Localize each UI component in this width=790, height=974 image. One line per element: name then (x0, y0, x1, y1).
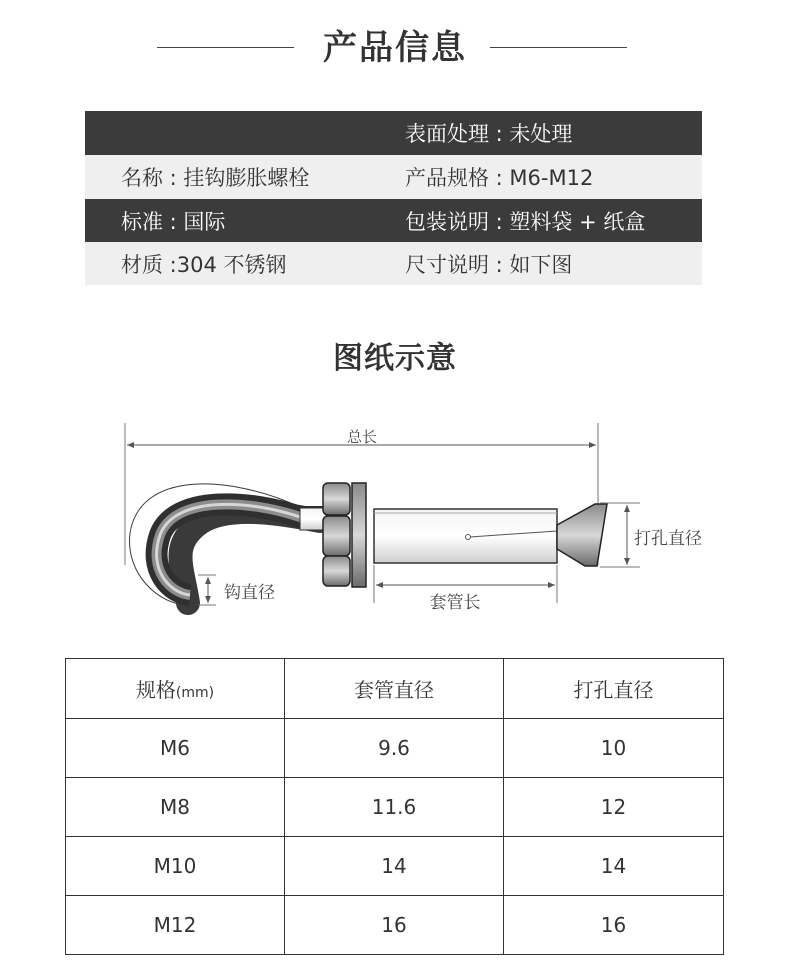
section-title-text: 产品信息 (323, 28, 467, 68)
info-cell-left: 标准 : 国际 (121, 209, 226, 234)
cell-drill: 14 (504, 837, 724, 896)
info-cell-right: 表面处理 : 未处理 (405, 122, 573, 146)
section-title-product-info (0, 22, 790, 74)
table-row (66, 896, 724, 955)
washer (352, 483, 366, 587)
cell-sleeve: 14 (285, 837, 504, 896)
info-cell-right: 产品规格 : M6-M12 (405, 166, 594, 190)
header-drill-diameter: 打孔直径 (504, 659, 724, 719)
product-info-table (85, 111, 702, 285)
info-cell-left: 材质 :304 不锈钢 (121, 252, 287, 277)
header-spec (66, 659, 285, 719)
info-cell-right: 尺寸说明 : 如下图 (405, 252, 573, 277)
header-spec-unit: (mm) (175, 685, 215, 701)
info-row (85, 199, 702, 242)
expansion-cone (557, 504, 607, 566)
cell-drill: 10 (504, 719, 724, 778)
cell-sleeve: 11.6 (285, 778, 504, 837)
drill-diameter-label: 打孔直径 (634, 529, 702, 549)
cell-spec: M10 (66, 837, 285, 896)
table-row (66, 719, 724, 778)
cell-spec: M6 (66, 719, 285, 778)
cell-sleeve: 16 (285, 896, 504, 955)
hook-bolt-diagram (0, 415, 790, 625)
cell-drill: 16 (504, 896, 724, 955)
total-length-label: 总长 (346, 428, 378, 446)
sleeve-length-label: 套管长 (429, 593, 481, 613)
title-rule-left (157, 47, 294, 48)
spec-table (65, 658, 724, 955)
nut-middle (323, 516, 350, 556)
header-sleeve-diameter: 套管直径 (285, 659, 504, 719)
cell-drill: 12 (504, 778, 724, 837)
table-row (66, 778, 724, 837)
nut-bottom (323, 556, 350, 586)
section-title-text: 图纸示意 (333, 341, 457, 376)
info-row (85, 111, 702, 155)
cell-spec: M8 (66, 778, 285, 837)
section-title-drawing (0, 336, 790, 382)
info-cell-right: 包装说明 : 塑料袋 + 纸盒 (405, 209, 646, 234)
info-cell-left: 名称 : 挂钩膨胀螺栓 (121, 166, 310, 190)
nut-top (323, 483, 350, 515)
title-rule-right (490, 47, 627, 48)
info-row (85, 155, 702, 199)
hook-diameter-label: 钩直径 (224, 583, 275, 603)
header-spec-label: 规格 (135, 678, 176, 702)
table-header-row (66, 659, 724, 719)
info-row (85, 242, 702, 285)
table-row (66, 837, 724, 896)
cell-sleeve: 9.6 (285, 719, 504, 778)
cell-spec: M12 (66, 896, 285, 955)
